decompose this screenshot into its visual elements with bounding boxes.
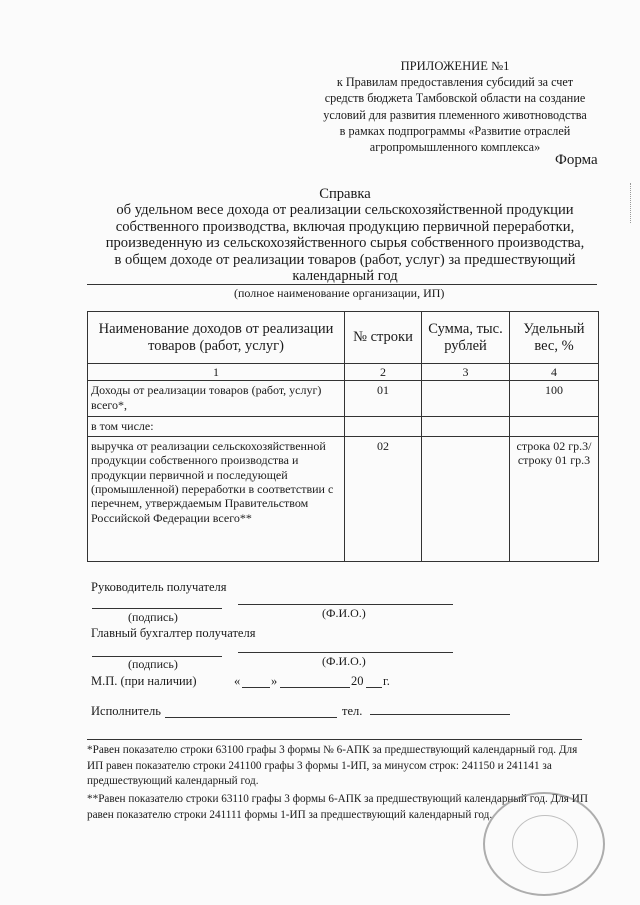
row-name: Доходы от реализации товаров (работ, услуг) всего*, [88,381,345,417]
table-row [88,436,599,561]
scan-edge-mark [630,183,637,223]
year-suffix: г. [383,674,390,688]
year-line[interactable] [366,687,382,688]
fio-caption: (Ф.И.О.) [322,606,366,620]
income-table [87,311,599,562]
title-line: в общем доходе от реализации товаров (работ, услуг) за предшествующий [114,251,576,268]
head-signature-line[interactable] [92,608,222,609]
column-number: 2 [345,364,422,381]
form-label: Форма [555,152,598,168]
fio-caption: (Ф.И.О.) [322,654,366,668]
row-share: 100 [510,381,599,417]
row-share [510,417,599,436]
organization-caption: (полное наименование организации, ИП) [234,286,445,300]
row-line-number [345,417,422,436]
footnote: *Равен показателю строки 63100 графы 3 формы № 6-АПК за предшествующий календарный год. Для ИП равен показателю строки 241100 графы 3 формы 1-ИП, за минусом строк: 241150 и 241141 за предшествующий календарный год. [87,744,578,788]
title-line: календарный год [292,268,398,285]
year-prefix: 20 [351,674,364,688]
appendix-line: условий для развития племенного животноводства [323,107,587,122]
table-row [88,417,599,436]
row-sum-cell[interactable] [422,381,510,417]
appendix-line: средств бюджета Тамбовской области на создание [324,91,586,106]
title-line: произведенную из сельскохозяйственного сырья собственного производства, [105,235,585,252]
appendix-header: ПРИЛОЖЕНИЕ №1 [400,59,510,73]
row-share: строка 02 гр.3/ строку 01 гр.3 [510,436,599,561]
table-row [88,381,599,417]
column-numbers-row [88,364,599,381]
seal-stamp-inner [512,815,578,873]
head-label: Руководитель получателя [91,580,227,594]
column-number: 3 [422,364,510,381]
date-close-quote: » [271,674,278,688]
footnote: **Равен показателю строки 63110 графы 3 формы 6-АПК за предшествующий календарный год. Для ИП равен показателю строки 241111 формы 1-ИП за предшествующий календарный год. [87,793,588,821]
accountant-fio-line[interactable] [238,652,453,653]
organization-name-line[interactable] [87,284,597,285]
date-month-line[interactable] [280,687,350,688]
title-line: об удельном весе дохода от реализации сельскохозяйственной продукции [116,202,574,219]
document-title [80,186,610,284]
row-sum-cell[interactable] [422,417,510,436]
stamp-label: М.П. (при наличии) [91,674,197,688]
row-name: в том числе: [88,417,345,436]
title-heading: Справка [319,186,371,202]
row-line-number: 02 [345,436,422,561]
row-line-number: 01 [345,381,422,417]
executor-label: Исполнитель [91,704,161,718]
executor-line[interactable] [165,717,337,718]
table-header-row [88,312,599,364]
footnote-separator [87,739,582,740]
row-sum-cell[interactable] [422,436,510,561]
row-name: выручка от реализации сельскохозяйственной продукции собственного производства и продукции первичной и последующей (промышленной) переработки в соответствии с перечнем, утверждаемым Правительством Российской Федерации всего** [88,436,345,561]
date-open-quote: « [234,674,241,688]
phone-line[interactable] [370,714,510,715]
header-sum: Сумма, тыс. рублей [422,312,510,364]
column-number: 4 [510,364,599,381]
header-income-name: Наименование доходов от реализации товаров (работ, услуг) [88,312,345,364]
accountant-label: Главный бухгалтер получателя [91,626,256,640]
phone-label: тел. [342,704,363,718]
date-day-line[interactable] [242,687,270,688]
appendix-line: в рамках подпрограммы «Развитие отраслей [339,123,571,138]
appendix-block [300,58,610,155]
title-line: собственного производства, включая продукцию первичной переработки, [115,218,575,235]
column-number: 1 [88,364,345,381]
signature-caption: (подпись) [128,657,178,671]
header-share: Удельный вес, % [510,312,599,364]
appendix-line: агропромышленного комплекса» [369,140,541,155]
signature-caption: (подпись) [128,610,178,624]
appendix-line: к Правилам предоставления субсидий за счет [336,75,574,90]
head-fio-line[interactable] [238,604,453,605]
header-line-number: № строки [345,312,422,364]
